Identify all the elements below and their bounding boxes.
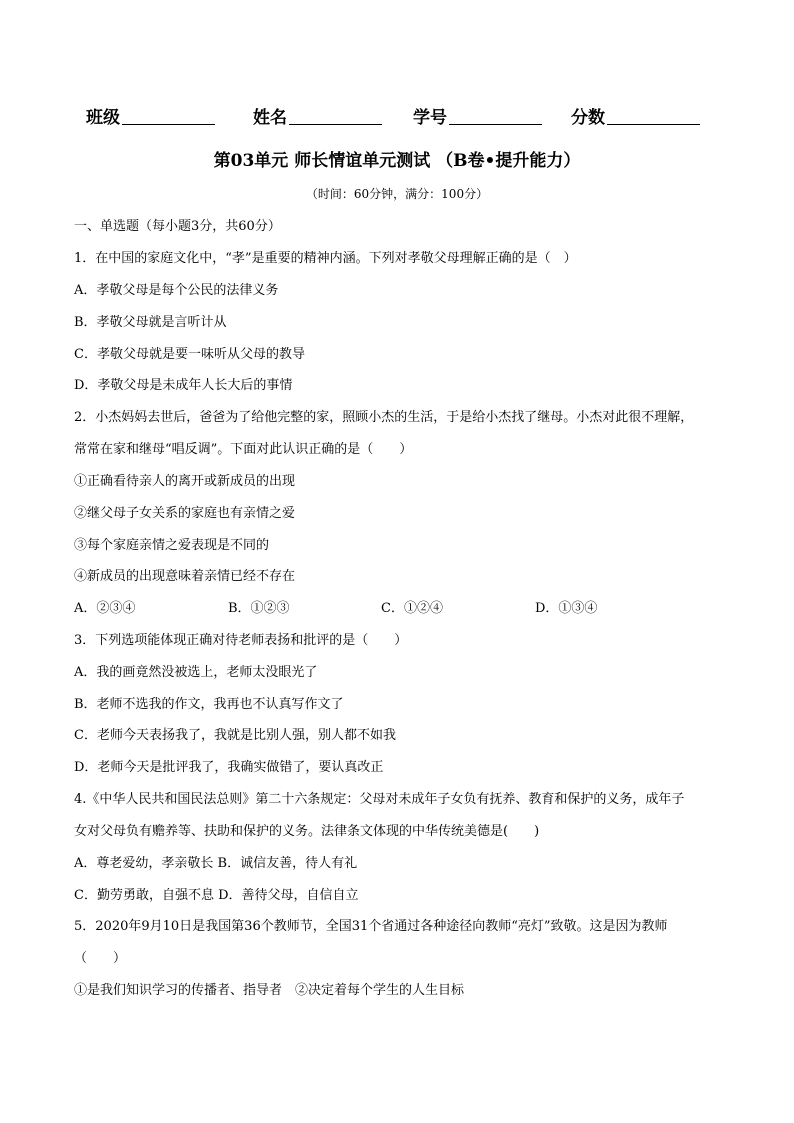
question-2-statement-1: ①正确看待亲人的离开或新成员的出现 <box>74 474 296 489</box>
question-4-options-cd[interactable]: C．勤劳勇敢，自强不息 D．善待父母，自信自立 <box>74 888 359 903</box>
question-2-option-c[interactable]: C．①②④ <box>381 601 443 616</box>
question-2-statement-3: ③每个家庭亲情之爱表现是不同的 <box>74 538 270 553</box>
question-4-options-ab[interactable]: A．尊老爱幼，孝亲敬长 B．诚信友善，待人有礼 <box>74 856 358 871</box>
question-1-option-a[interactable]: A．孝敬父母是每个公民的法律义务 <box>74 283 279 298</box>
question-3-option-b[interactable]: B．老师不选我的作文，我再也不认真写作文了 <box>74 697 344 712</box>
question-2-option-a[interactable]: A．②③④ <box>74 601 136 616</box>
question-3-option-a[interactable]: A．我的画竟然没被选上，老师太没眼光了 <box>74 665 318 680</box>
exam-title: 第03单元 师长情谊单元测试 （B卷•提升能力） <box>213 151 581 171</box>
question-5-stem-line-1: 5．2020年9月10日是我国第36个教师节，全国31个省通过各种途径向教师“亮灯”致敬。这是因为教师 <box>74 919 668 934</box>
student-id-blank[interactable] <box>449 124 542 125</box>
question-2-option-b[interactable]: B．①②③ <box>228 601 290 616</box>
question-1-stem: 1．在中国的家庭文化中，“孝”是重要的精神内涵。下列对孝敬父母理解正确的是（ ） <box>74 251 577 266</box>
question-5-stem-line-2: （ ） <box>74 951 127 966</box>
question-2-statement-2: ②继父母子女关系的家庭也有亲情之爱 <box>74 506 296 521</box>
student-id-label: 学号 <box>413 108 447 128</box>
question-2-option-d[interactable]: D．①③④ <box>535 601 598 616</box>
question-2-stem-line-2: 常常在家和继母“唱反调”。下面对此认识正确的是（ ） <box>74 442 413 457</box>
name-blank[interactable] <box>289 124 382 125</box>
student-info-header <box>0 103 794 133</box>
question-3-stem: 3．下列选项能体现正确对待老师表扬和批评的是（ ） <box>74 633 408 648</box>
question-3-option-c[interactable]: C．老师今天表扬我了，我就是比别人强，别人都不如我 <box>74 728 396 743</box>
question-3-option-d[interactable]: D．老师今天是批评我了，我确实做错了，要认真改正 <box>74 760 384 775</box>
question-2-statement-4: ④新成员的出现意味着亲情已经不存在 <box>74 569 296 584</box>
question-5-statements-1-2: ①是我们知识学习的传播者、指导者 ②决定着每个学生的人生目标 <box>74 983 465 998</box>
class-label: 班级 <box>86 108 120 128</box>
exam-subtitle: （时间：60分钟，满分：100分） <box>305 187 489 201</box>
name-label: 姓名 <box>253 108 287 128</box>
question-1-option-c[interactable]: C．孝敬父母就是要一味听从父母的教导 <box>74 347 305 362</box>
score-label: 分数 <box>571 108 605 128</box>
question-2-stem-line-1: 2．小杰妈妈去世后，爸爸为了给他完整的家，照顾小杰的生活，于是给小杰找了继母。小杰对此很不理解， <box>74 410 694 425</box>
question-1-option-b[interactable]: B．孝敬父母就是言听计从 <box>74 315 227 330</box>
question-4-stem-line-1: 4.《中华人民共和国民法总则》第二十六条规定：父母对未成年子女负有抚养、教育和保护的义务，成年子 <box>74 792 685 807</box>
class-blank[interactable] <box>122 124 215 125</box>
score-blank[interactable] <box>607 124 700 125</box>
question-4-stem-line-2: 女对父母负有赡养等、扶助和保护的义务。法律条文体现的中华传统美德是( ) <box>74 824 540 839</box>
section-heading: 一、单选题（每小题3分，共60分） <box>74 219 281 234</box>
question-1-option-d[interactable]: D．孝敬父母是未成年人长大后的事情 <box>74 378 293 393</box>
